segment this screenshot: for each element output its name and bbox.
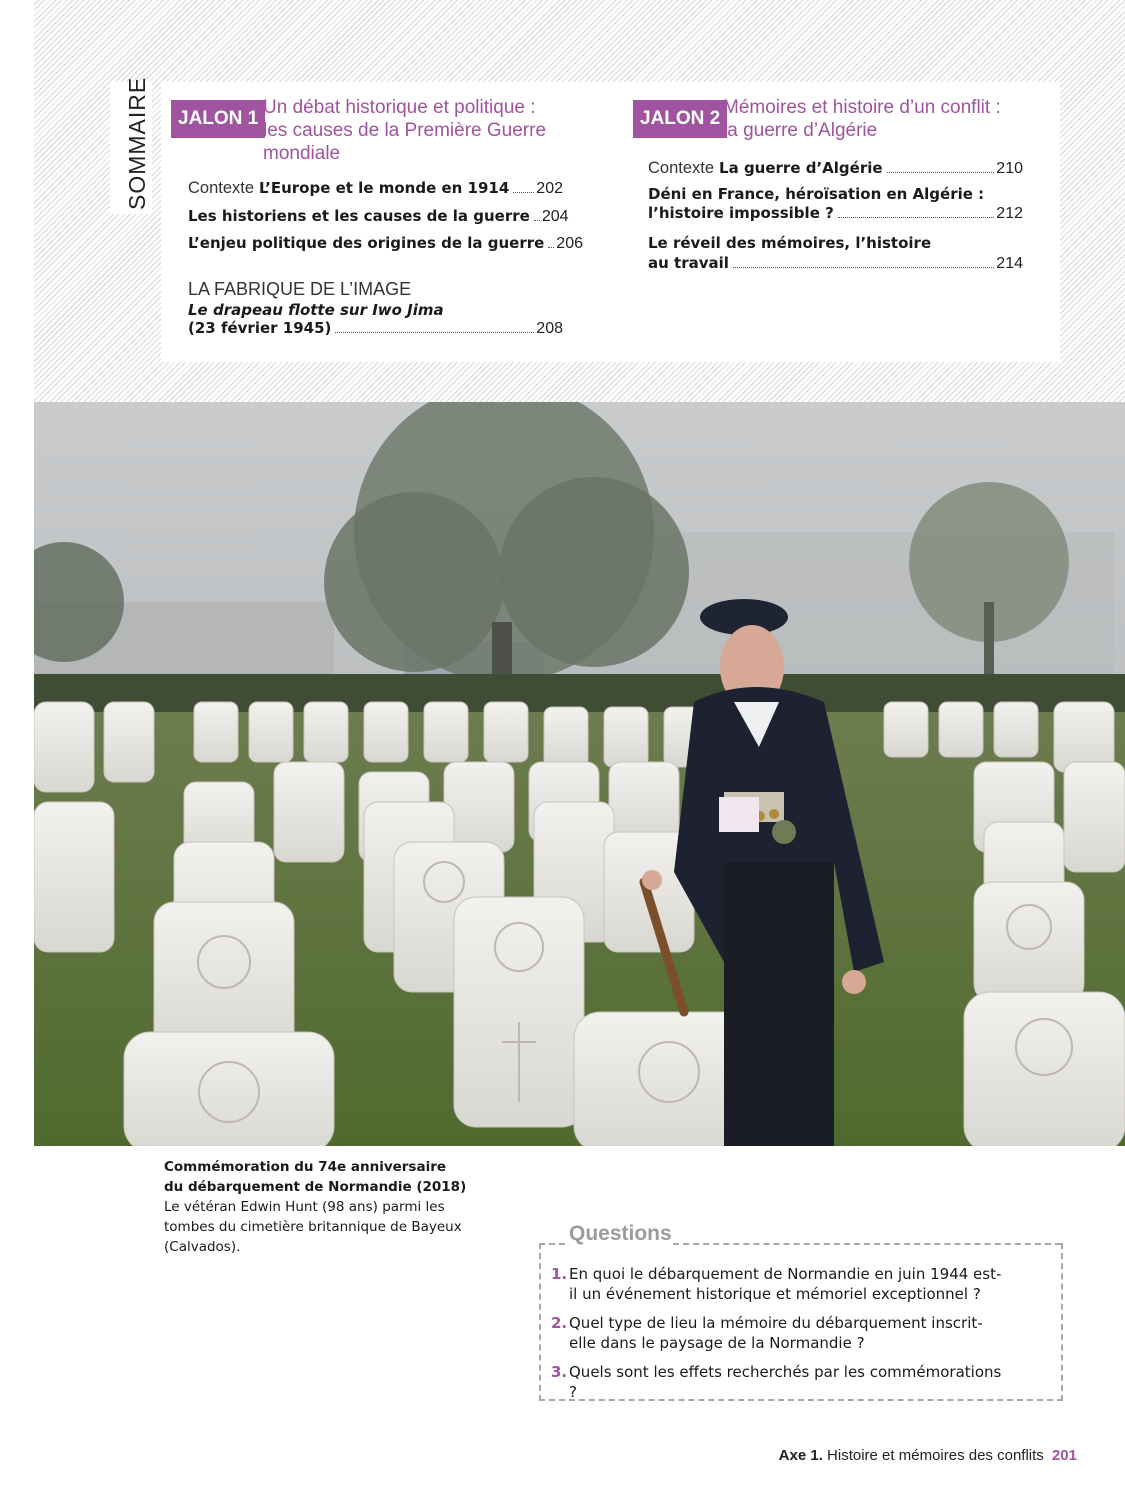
caption-body: Le vétéran Edwin Hunt (98 ans) parmi les tombes du cimetière britannique de Bayeux (Calvados).: [164, 1199, 462, 1255]
question-number: 3.: [551, 1363, 568, 1381]
caption-title-line: du débarquement de Normandie (2018): [164, 1179, 467, 1195]
toc-entry[interactable]: [188, 206, 569, 227]
fabrique-date: (23 février 1945): [188, 319, 332, 337]
leader-dots: [534, 220, 540, 221]
toc-entry[interactable]: [648, 203, 1023, 224]
toc-entry-title: L’enjeu politique des origines de la guerre: [188, 234, 545, 252]
jalon-1-title-line: les causes de la Première Guerre: [263, 120, 547, 141]
toc-entry[interactable]: [188, 318, 563, 339]
cemetery-photograph: [34, 402, 1125, 1146]
question-text: En quoi le débarquement de Normandie en juin 1944 est-il un événement historique et mémoriel exceptionnel ?: [569, 1265, 1002, 1303]
question-text: Quels sont les effets recherchés par les commémorations ?: [569, 1363, 1002, 1401]
leader-dots: [548, 247, 554, 248]
toc-entry-title[interactable]: Déni en France, héroïsation en Algérie :: [648, 185, 985, 203]
caption-title-line: Commémoration du 74e anniversaire: [164, 1159, 447, 1175]
toc-page-number: 214: [996, 255, 1023, 272]
context-prefix: Contexte: [648, 159, 715, 177]
toc-entry-title: L’Europe et le monde en 1914: [259, 179, 510, 197]
jalon-1-badge: JALON 1: [171, 100, 265, 138]
footer-axe: Axe 1.: [778, 1447, 823, 1464]
photo-caption: [164, 1157, 484, 1257]
toc-page-number: 212: [996, 205, 1023, 222]
toc-entry[interactable]: [648, 253, 1023, 274]
toc-entry-title: l’histoire impossible ?: [648, 204, 834, 222]
fabrique-heading: LA FABRIQUE DE L’IMAGE: [188, 279, 412, 299]
jalon-1-title-line: mondiale: [263, 143, 341, 164]
toc-page-number: 208: [536, 320, 563, 337]
leader-dots: [335, 332, 534, 333]
toc-entry-title: au travail: [648, 254, 729, 272]
toc-entry-title: Les historiens et les causes de la guerre: [188, 207, 530, 225]
fabrique-subtitle: Le drapeau flotte sur Iwo Jima: [188, 301, 444, 319]
leader-dots: [513, 192, 534, 193]
question-number: 2.: [551, 1314, 568, 1332]
footer-title: Histoire et mémoires des conflits: [827, 1447, 1044, 1464]
page-footer: [779, 1447, 1077, 1464]
toc-page-number: 202: [536, 180, 563, 197]
toc-entry-title: La guerre d’Algérie: [719, 159, 883, 177]
jalon-1-title-line: Un débat historique et politique :: [263, 97, 536, 118]
toc-page-number: 210: [996, 160, 1023, 177]
leader-dots: [838, 217, 995, 218]
jalon-2-title-line: Mémoires et histoire d’un conflit :: [723, 97, 1001, 118]
toc-entry[interactable]: [188, 178, 563, 199]
sommaire-tab: [110, 76, 152, 214]
questions-title: Questions: [569, 1222, 672, 1245]
sommaire-label: SOMMAIRE: [124, 76, 150, 210]
question-number: 1.: [551, 1265, 568, 1283]
jalon-2-badge: JALON 2: [633, 100, 727, 138]
question-text: Quel type de lieu la mémoire du débarquement inscrit-elle dans le paysage de la Normandie ?: [569, 1314, 983, 1352]
jalon-1-title: [263, 96, 563, 165]
toc-entry-title[interactable]: Le réveil des mémoires, l’histoire: [648, 234, 932, 252]
context-prefix: Contexte: [188, 179, 255, 197]
toc-page-number: 206: [556, 235, 583, 252]
jalon-2-title: [723, 96, 1023, 142]
toc-entry[interactable]: [648, 158, 1023, 179]
table-of-contents: [161, 82, 1060, 362]
leader-dots: [887, 172, 995, 173]
photo-illustration: [34, 402, 1125, 1146]
jalon-2-title-line: la guerre d’Algérie: [723, 120, 878, 141]
footer-page-number: 201: [1051, 1447, 1077, 1464]
toc-entry[interactable]: [188, 233, 583, 254]
leader-dots: [733, 267, 994, 268]
toc-page-number: 204: [541, 208, 569, 225]
